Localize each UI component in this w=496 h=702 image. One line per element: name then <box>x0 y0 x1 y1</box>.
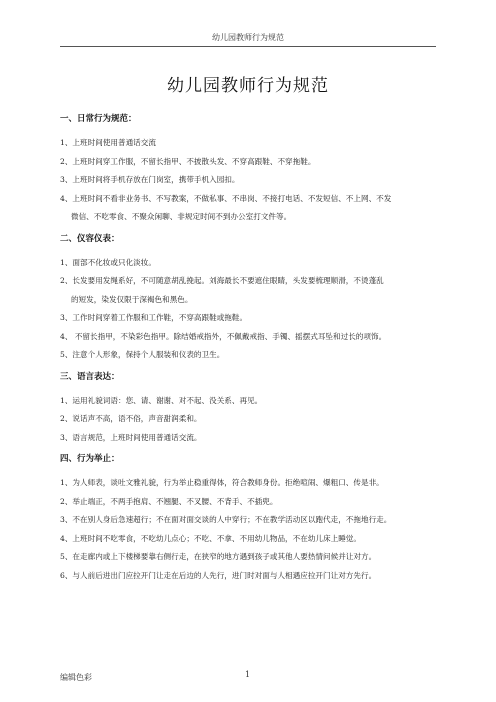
section-behavior <box>60 453 440 585</box>
page-header <box>60 0 436 47</box>
section-heading: 二、仪容仪表： <box>60 233 120 244</box>
list-item: 1、为人师表，谈吐文雅礼貌，行为举止稳重得体，符合教师身份。拒绝喧闹、爆粗口、传是非。 <box>60 478 384 487</box>
section-daily-conduct <box>60 113 440 227</box>
page-number: 1 <box>245 670 251 679</box>
list-item: 4、 不留长指甲，不染彩色指甲。除结婚戒指外，不佩戴戒指、手镯、摇摆式耳坠和过长的项饰。 <box>60 331 387 341</box>
section-heading: 四、行为举止： <box>60 454 120 464</box>
section-appearance <box>60 233 440 365</box>
list-item <box>60 190 440 227</box>
list-item: 6、与人前后进出门应拉开门让走在后边的人先行，进门时对面与人相遇应拉开门让对方先行。 <box>60 570 377 580</box>
list-item: 2、上班时间穿工作服，不留长指甲、不披散头发、不穿高跟鞋、不穿拖鞋。 <box>60 156 316 166</box>
document-title: 幼儿园教师行为规范 <box>167 76 329 96</box>
list-item: 3、上班时间将手机存放在门岗室，携带手机入园扣。 <box>60 175 240 184</box>
list-item: 5、注意个人形象，保持个人服装和仪表的卫生。 <box>60 350 225 359</box>
list-item: 2、举止端正，不两手抱肩、不翘腿、不叉腰、不背手、不插兜。 <box>60 496 278 506</box>
list-item-continuation: 的短发，染发仅限于深褐色和黑色。 <box>71 294 193 304</box>
list-item-line: 4、上班时间不看非业务书、不写教案，不做私事、不串岗、不接打电话、不发短信、不上网、不发 <box>60 193 392 203</box>
list-item: 3、工作时间穿着工作服和工作鞋，不穿高跟鞋或拖鞋。 <box>60 313 248 322</box>
section-heading: 一、日常行为规范： <box>60 114 137 124</box>
list-item: 3、语言规范，上班时间使用普通话交流。 <box>60 432 202 442</box>
list-item <box>60 272 440 309</box>
list-item: 5、在走廊内或上下楼梯要靠右侧行走，在狭窄的地方遇到孩子或其他人要热情问候并让对方。 <box>60 552 377 561</box>
section-heading: 三、语言表达： <box>60 371 120 382</box>
list-item: 1、上班时间使用普通话交流 <box>60 138 156 147</box>
list-item-continuation: 微信、不吃零食、不聚众闲聊、非规定时间不到办公室打文件等。 <box>71 212 292 221</box>
list-item: 3、不在别人身后急速超行；不在面对面交谈的人中穿行；不在教学活动区以跑代走，不拖地行走。 <box>60 515 392 524</box>
page-footer <box>60 672 436 686</box>
list-item: 4、上班时间不吃零食，不吃幼儿点心；不吃、不拿、不用幼儿物品，不在幼儿床上睡觉。 <box>60 533 361 543</box>
list-item: 2、说话声不高，语不俗，声音甜润柔和。 <box>60 414 202 423</box>
header-text: 幼儿园教师行为规范 <box>212 33 284 42</box>
list-item-line: 2、长发要用发绳系好，不可随意胡乱挽起。刘海最长不要遮住眼睛，头发要梳理顺滑，不烫蓬乱 <box>60 276 384 285</box>
section-language <box>60 371 440 448</box>
list-item: 1、面部不化妆或只化淡妆。 <box>60 257 156 267</box>
list-item: 1、运用礼貌词语：您、请、谢谢、对不起、没关系、再见。 <box>60 395 263 405</box>
footer-text: 编辑色彩 <box>60 673 92 682</box>
document-body <box>60 113 440 585</box>
